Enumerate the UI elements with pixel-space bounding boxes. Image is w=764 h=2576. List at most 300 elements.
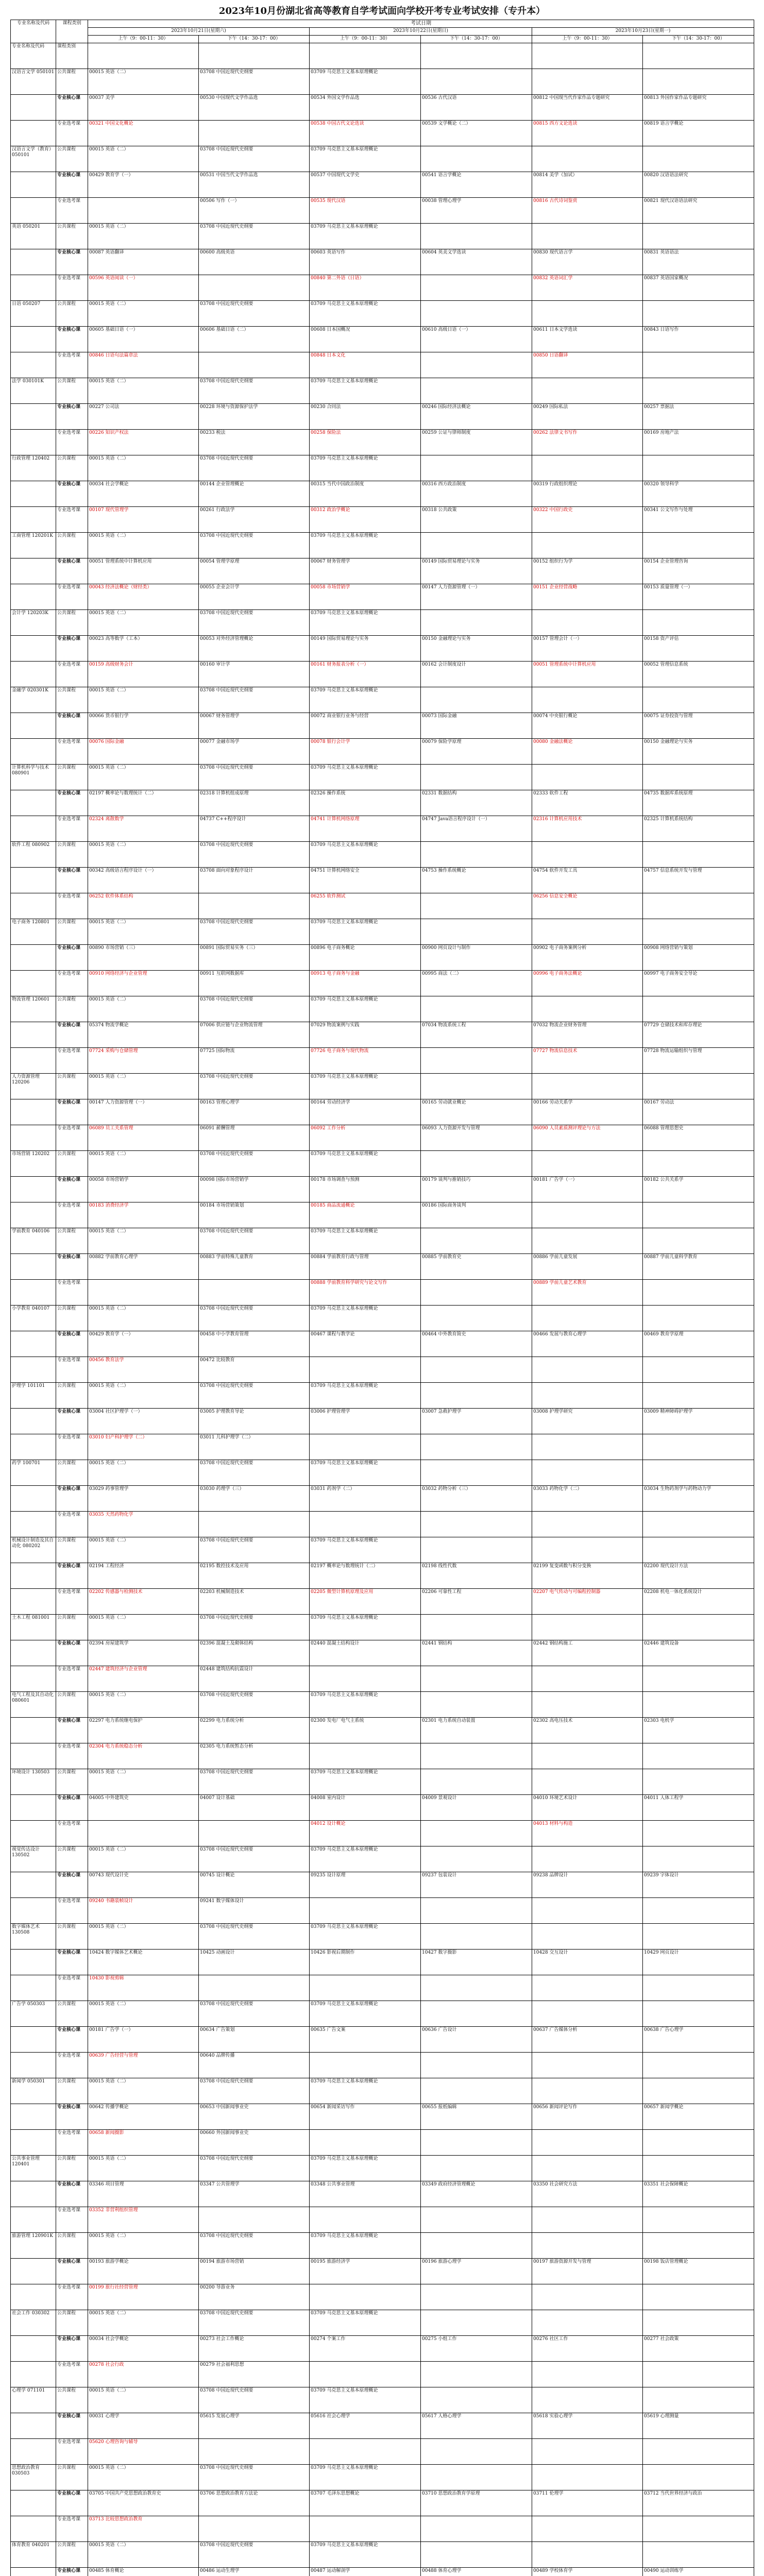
course-cell: 00884 学前教育行政与管理 [310,1254,421,1280]
course-cell: 00015 英语（二） [88,1228,199,1254]
major-name [11,1048,56,1074]
major-name [11,1950,56,1975]
course-cell: 00830 现代语言学 [532,249,643,275]
course-cell [310,2207,421,2233]
table-row [11,2156,754,2181]
course-type: 公共课程 [56,455,88,481]
course-cell: 00656 新闻评论写作 [532,2104,643,2130]
course-cell [643,146,754,172]
table-row [11,945,754,971]
course-cell: 02200 现代设计方法 [643,1563,754,1589]
course-type: 公共课程 [56,610,88,636]
course-cell [421,69,532,95]
course-cell: 00015 英语（二） [88,2387,199,2413]
course-cell: 03708 中国近现代史纲要 [199,1228,310,1254]
major-name: 数字媒体艺术 130508 [11,1924,56,1950]
course-cell [532,1151,643,1177]
course-cell [643,1512,754,1537]
course-cell: 03708 中国近现代史纲要 [199,2078,310,2104]
course-cell: 09235 设计原理 [310,1872,421,1898]
course-cell: 05619 心理测量 [643,2413,754,2439]
course-cell [532,2053,643,2078]
major-name: 物流管理 120601 [11,996,56,1022]
course-cell: 03708 中国近现代史纲要 [199,1306,310,1331]
course-cell: 00604 英美文学选读 [421,249,532,275]
course-cell: 10425 动画设计 [199,1950,310,1975]
table-row [11,816,754,842]
course-cell: 03709 马克思主义基本原理概论 [310,2001,421,2027]
course-cell: 00151 企业经营战略 [532,584,643,610]
table-row [11,275,754,301]
course-cell: 00318 公共政策 [421,507,532,533]
course-cell [643,2078,754,2104]
course-cell: 03709 马克思主义基本原理概论 [310,919,421,945]
major-name [11,739,56,765]
course-cell [643,919,754,945]
major-name: 小学教育 040107 [11,1306,56,1331]
course-cell: 03708 中国近现代史纲要 [199,1537,310,1563]
course-cell [310,1357,421,1383]
course-type: 专业选考课 [56,1048,88,1074]
course-cell: 03709 马克思主义基本原理概论 [310,533,421,558]
course-cell: 00015 英语（二） [88,1692,199,1718]
course-cell: 06252 软件体系结构 [88,893,199,919]
course-type: 专业选考课 [56,1357,88,1383]
course-cell [421,2439,532,2465]
course-cell: 03030 药理学（三） [199,1486,310,1512]
table-row [11,662,754,687]
course-cell: 00043 经济法概论（财经类） [88,584,199,610]
table-row [11,1331,754,1357]
course-cell [88,1280,199,1306]
table-row [11,842,754,868]
table-row [11,868,754,893]
course-type: 专业选考课 [56,1898,88,1924]
course-cell: 00015 英语（二） [88,2465,199,2490]
course-cell [532,2387,643,2413]
course-cell: 03709 马克思主义基本原理概论 [310,1460,421,1486]
course-cell [310,2362,421,2387]
major-name: 土木工程 081001 [11,1615,56,1640]
course-cell: 00058 市场营销学 [310,584,421,610]
course-cell: 00261 行政法学 [199,507,310,533]
course-cell [643,69,754,95]
course-cell: 03710 思想政治教育学原理 [421,2490,532,2516]
course-cell: 03351 社会保障概论 [643,2181,754,2207]
course-cell: 02325 计算机系统结构 [643,816,754,842]
course-cell: 00015 英语（二） [88,1769,199,1795]
course-cell: 03004 社区护理学（一） [88,1409,199,1434]
course-cell: 03709 马克思主义基本原理概论 [310,1228,421,1254]
course-cell [532,1383,643,1409]
major-name [11,2207,56,2233]
table-row [11,1409,754,1434]
course-cell: 03709 马克思主义基本原理概论 [310,1151,421,1177]
course-cell: 03708 中国近现代史纲要 [199,1846,310,1872]
course-cell: 00186 国际商务谈判 [421,1202,532,1228]
major-name [11,507,56,533]
table-row [11,352,754,378]
course-type: 专业核心课 [56,1795,88,1821]
course-type: 专业选考课 [56,1821,88,1846]
major-name: 工商管理 120201K [11,533,56,558]
major-name: 汉语言文学（教育）050101 [11,146,56,172]
course-cell [421,1537,532,1563]
major-name [11,2130,56,2156]
course-cell [532,2001,643,2027]
major-name: 思想政治教育 030503 [11,2465,56,2490]
course-cell [310,2053,421,2078]
course-type: 公共课程 [56,2078,88,2104]
course-cell [532,1692,643,1718]
major-name: 日语 050207 [11,301,56,327]
course-cell [643,1666,754,1692]
course-cell: 00887 学前儿童科学教育 [643,1254,754,1280]
course-type: 专业选考课 [56,584,88,610]
course-type: 专业核心课 [56,1099,88,1125]
course-cell: 00037 美学 [88,95,199,121]
course-cell: 00107 现代管理学 [88,507,199,533]
table-row [11,1743,754,1769]
major-name: 学前教育 040106 [11,1228,56,1254]
course-type: 专业核心课 [56,1563,88,1589]
course-cell: 03349 政府经济管理概论 [421,2181,532,2207]
course-cell: 03708 中国近现代史纲要 [199,1383,310,1409]
course-cell: 00464 中外教育简史 [421,1331,532,1357]
major-name [11,352,56,378]
course-cell [421,1975,532,2001]
major-name [11,1280,56,1306]
course-cell: 00605 基础日语（一） [88,327,199,352]
course-cell: 02195 数控技术及应用 [199,1563,310,1589]
major-name [11,558,56,584]
course-type: 专业选考课 [56,2053,88,2078]
course-type: 专业核心课 [56,2027,88,2053]
course-cell [643,2156,754,2181]
course-cell [643,1615,754,1640]
course-cell: 03709 马克思主义基本原理概论 [310,1846,421,1872]
course-cell: 00169 房地产法 [643,430,754,455]
course-cell [532,2362,643,2387]
major-name [11,971,56,996]
course-cell [532,1202,643,1228]
course-cell [532,1512,643,1537]
major-name [11,2336,56,2362]
table-row [11,43,754,69]
course-cell: 03346 项目管理 [88,2181,199,2207]
course-type: 专业选考课 [56,1434,88,1460]
course-cell: 00312 政治学概论 [310,507,421,533]
course-cell: 00052 管理信息系统 [643,662,754,687]
course-type: 专业核心课 [56,95,88,121]
header-pm: 下午（14：30-17：00） [643,36,754,43]
course-cell: 00023 高等数学（工本） [88,636,199,662]
course-cell: 10424 数字媒体艺术概论 [88,1950,199,1975]
course-cell [421,2362,532,2387]
table-row [11,1563,754,1589]
course-cell: 00150 金融理论与实务 [421,636,532,662]
table-row [11,146,754,172]
course-type: 专业核心课 [56,2259,88,2284]
major-name: 行政管理 120402 [11,455,56,481]
major-name [11,1589,56,1615]
course-cell: 00846 日语句法篇章法 [88,352,199,378]
course-cell [421,2207,532,2233]
course-type: 专业核心课 [56,1640,88,1666]
course-cell: 10426 影视后期制作 [310,1950,421,1975]
course-cell: 00997 电子商务安全导论 [643,971,754,996]
course-cell: 00896 电子商务概论 [310,945,421,971]
major-name: 电气工程及其自动化 080601 [11,1692,56,1718]
table-row [11,1357,754,1383]
course-cell: 00178 市场调查与预测 [310,1177,421,1202]
course-cell [643,1202,754,1228]
course-cell: 00015 英语（二） [88,1306,199,1331]
course-cell [643,2284,754,2310]
course-cell [199,43,310,69]
major-name [11,1125,56,1151]
course-cell: 00539 文学概论（二） [421,121,532,146]
course-cell: 06256 信息安全概论 [532,893,643,919]
table-row [11,687,754,713]
major-name: 会计学 120203K [11,610,56,636]
table-row [11,2027,754,2053]
course-cell: 00634 广告策划 [199,2027,310,2053]
table-row [11,2181,754,2207]
course-cell: 04012 设计概论 [310,1821,421,1846]
course-cell [421,533,532,558]
course-cell: 10427 数字摄影 [421,1950,532,1975]
course-cell: 00015 英语（二） [88,1460,199,1486]
course-cell: 00257 票据法 [643,404,754,430]
course-cell [421,455,532,481]
course-cell: 00199 旅行社经营管理 [88,2284,199,2310]
course-type: 公共课程 [56,2001,88,2027]
table-row [11,1486,754,1512]
course-cell: 00488 体育心理学 [421,2568,532,2576]
course-cell: 00277 社会政策 [643,2336,754,2362]
course-cell: 00319 行政组织理论 [532,481,643,507]
course-cell: 00015 英语（二） [88,687,199,713]
course-cell [532,687,643,713]
course-type: 专业选考课 [56,2207,88,2233]
course-type: 专业核心课 [56,1022,88,1048]
course-type: 公共课程 [56,2233,88,2259]
course-cell [532,301,643,327]
major-name: 视觉传达设计 130502 [11,1846,56,1872]
course-cell: 00015 英语（二） [88,996,199,1022]
course-cell: 00745 设计概论 [199,1872,310,1898]
course-cell [421,2516,532,2542]
course-cell: 03708 中国近现代史纲要 [199,919,310,945]
course-cell: 07724 采购与仓储管理 [88,1048,199,1074]
course-cell: 03709 马克思主义基本原理概论 [310,2233,421,2259]
course-cell: 00181 广告学（一） [532,1177,643,1202]
course-cell: 00153 质量管理（一） [643,584,754,610]
major-name [11,1177,56,1202]
course-cell [310,1512,421,1537]
course-cell: 03708 中国近现代史纲要 [199,533,310,558]
major-name [11,1718,56,1743]
course-cell [88,198,199,224]
course-cell: 03348 公共事业管理 [310,2181,421,2207]
course-cell: 00015 英语（二） [88,1924,199,1950]
table-row [11,790,754,816]
course-cell: 02318 计算机组成原理 [199,790,310,816]
course-cell: 00087 英语翻译 [88,249,199,275]
course-cell: 05620 心理咨询与辅导 [88,2439,199,2465]
course-cell: 03709 马克思主义基本原理概论 [310,69,421,95]
course-cell: 00489 学校体育学 [532,2568,643,2576]
course-cell: 03035 天然药物化学 [88,1512,199,1537]
course-cell [421,2284,532,2310]
course-cell: 00233 税法 [199,430,310,455]
course-cell: 00908 网络营销与策划 [643,945,754,971]
header-pm: 下午（14：30-17：00） [199,36,310,43]
major-name [11,816,56,842]
course-cell: 00815 西方文论选读 [532,121,643,146]
course-cell [532,2516,643,2542]
major-name [11,2490,56,2516]
course-cell: 07729 仓储技术和库存理论 [643,1022,754,1048]
course-type: 专业核心课 [56,558,88,584]
course-type: 公共课程 [56,919,88,945]
course-cell: 03713 比较思想政治教育 [88,2516,199,2542]
course-cell: 00639 广告经营与管理 [88,2053,199,2078]
major-name [11,1434,56,1460]
course-cell: 00889 学前儿童艺术教育 [532,1280,643,1306]
course-cell: 00900 网页设计与制作 [421,945,532,971]
course-cell [310,1434,421,1460]
course-type: 公共课程 [56,1615,88,1640]
table-row [11,2001,754,2027]
course-cell: 00342 高级语言程序设计（一） [88,868,199,893]
course-cell [199,2439,310,2465]
course-cell: 00163 管理心理学 [199,1099,310,1125]
course-cell: 00321 中国文化概论 [88,121,199,146]
course-cell: 00077 金融市场学 [199,739,310,765]
course-cell: 00149 国际贸易理论与实务 [310,636,421,662]
table-row [11,2516,754,2542]
table-row [11,2568,754,2576]
course-cell [532,1074,643,1099]
course-cell: 07728 物流运输组织与管理 [643,1048,754,1074]
major-name [11,945,56,971]
course-cell: 00316 西方政治制度 [421,481,532,507]
course-cell [532,1357,643,1383]
table-row [11,172,754,198]
course-type: 专业选考课 [56,1743,88,1769]
course-type: 公共课程 [56,1228,88,1254]
table-row [11,2465,754,2490]
course-cell: 02207 电气传动与可编程控制器 [532,1589,643,1615]
course-cell [643,2516,754,2542]
course-cell [643,1383,754,1409]
course-cell: 03032 药物分析（三） [421,1486,532,1512]
course-type: 公共课程 [56,2542,88,2568]
major-name: 人力资源管理 120206 [11,1074,56,1099]
course-cell: 00015 英语（二） [88,1074,199,1099]
course-cell [421,842,532,868]
course-cell: 03007 急救护理学 [421,1409,532,1434]
major-name: 汉语言文学 050101 [11,69,56,95]
course-type: 专业选考课 [56,2439,88,2465]
course-cell: 00840 第二外语（日语） [310,275,421,301]
course-cell: 00230 合同法 [310,404,421,430]
course-type: 公共课程 [56,69,88,95]
course-type: 专业选考课 [56,893,88,919]
course-type: 专业核心课 [56,1718,88,1743]
course-cell: 09237 包装设计 [421,1872,532,1898]
course-type: 专业核心课 [56,1486,88,1512]
table-row [11,971,754,996]
course-cell: 00015 英语（二） [88,2233,199,2259]
course-cell: 00158 资产评估 [643,636,754,662]
course-cell: 00166 劳动关系学 [532,1099,643,1125]
major-name [11,95,56,121]
course-cell [421,1228,532,1254]
table-row [11,69,754,95]
major-name [11,2104,56,2130]
course-cell [643,2130,754,2156]
course-cell: 03708 中国近现代史纲要 [199,996,310,1022]
course-cell [310,2284,421,2310]
course-cell [643,1434,754,1460]
course-cell: 05616 社会心理学 [310,2413,421,2439]
course-cell: 00067 财务管理学 [310,558,421,584]
course-cell: 00891 国际贸易实务（三） [199,945,310,971]
course-cell [421,1898,532,1924]
course-cell: 00015 英语（二） [88,533,199,558]
header-type: 课程类别 [56,20,88,43]
course-cell: 00183 消费经济学 [88,1202,199,1228]
course-cell: 00053 对外经济管理概论 [199,636,310,662]
course-cell: 03708 中国近现代史纲要 [199,2310,310,2336]
table-row [11,1769,754,1795]
table-row [11,2078,754,2104]
course-cell: 00837 英语国家概况 [643,275,754,301]
course-type: 专业核心课 [56,2413,88,2439]
course-cell: 03705 中国共产党思想政治教育史 [88,2490,199,2516]
course-cell: 03006 护理管理学 [310,1409,421,1434]
course-cell: 00162 会计制度设计 [421,662,532,687]
course-cell: 00658 新闻摄影 [88,2130,199,2156]
course-cell: 00051 管理系统中计算机应用 [88,558,199,584]
course-cell: 00015 英语（二） [88,2078,199,2104]
course-cell [421,996,532,1022]
major-name: 旅游管理 120901K [11,2233,56,2259]
major-name [11,2362,56,2387]
course-cell [532,2439,643,2465]
header-am: 上午（9：00-11：30） [310,36,421,43]
course-cell: 00157 管理会计（一） [532,636,643,662]
course-cell: 02326 操作系统 [310,790,421,816]
course-cell: 00161 财务报表分析（一） [310,662,421,687]
table-row [11,327,754,352]
course-cell: 00886 学前儿童发展 [532,1254,643,1280]
course-cell: 02203 机械制造技术 [199,1589,310,1615]
course-cell [421,765,532,790]
course-cell: 00832 英语词汇学 [532,275,643,301]
course-cell: 00259 公证与律师制度 [421,430,532,455]
course-cell [310,43,421,69]
course-cell [643,1460,754,1486]
course-cell [421,1666,532,1692]
course-cell [310,1743,421,1769]
course-cell: 03708 中国近现代史纲要 [199,1615,310,1640]
course-cell: 00031 心理学 [88,2413,199,2439]
course-cell [643,893,754,919]
